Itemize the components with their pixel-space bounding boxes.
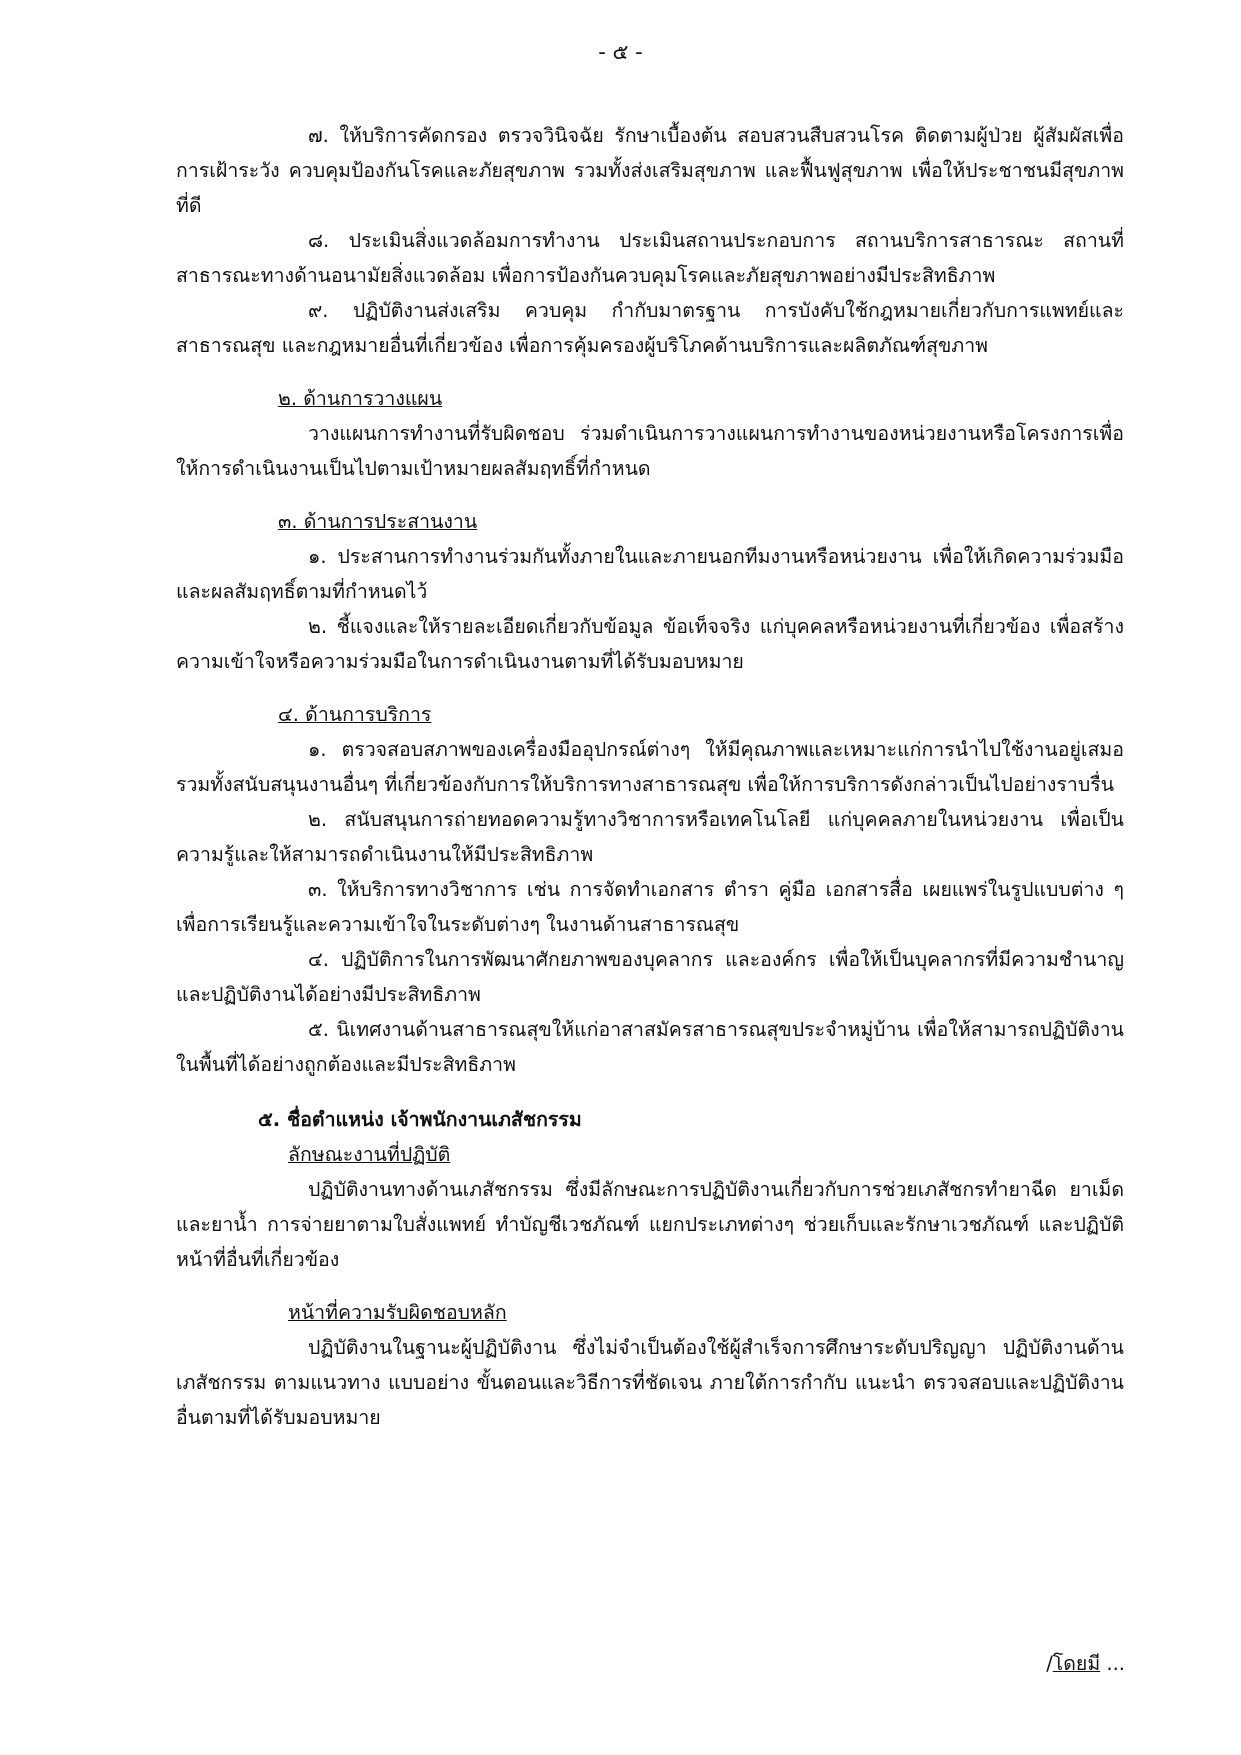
job-nature-paragraph: ปฏิบัติงานทางด้านเภสัชกรรม ซึ่งมีลักษณะการปฏิบัติงานเกี่ยวกับการช่วยเภสัชกรทำยาฉีด ยาเม็ดและยาน้ำ การจ่ายยาตามใบสั่งแพทย์ ทำบัญชีเวชภัณฑ์ แยกประเภทต่างๆ ช่วยเก็บและรักษาเวชภัณฑ์ และปฏิบัติหน้าที่อื่นที่เกี่ยวข้อง [176,1178,1124,1271]
coordination-item-2: ๒. ชี้แจงและให้รายละเอียดเกี่ยวกับข้อมูล ข้อเท็จจริง แก่บุคคลหรือหน่วยงานที่เกี่ยวข้อง เพื่อสร้างความเข้าใจหรือความร่วมมือในการดำเนินงานตามที่ได้รับมอบหมาย [176,615,1124,673]
coordination-item-1: ๑. ประสานการทำงานร่วมกันทั้งภายในและภายนอกทีมงานหรือหน่วยงาน เพื่อให้เกิดความร่วมมือและผลสัมฤทธิ์ตามที่กำหนดไว้ [176,545,1124,603]
section-heading-coordination [176,504,1124,539]
job-nature-heading-text: ลักษณะงานที่ปฏิบัติ [288,1143,451,1166]
job-nature-heading [176,1137,1124,1172]
paragraph-item-9: ๙. ปฏิบัติงานส่งเสริม ควบคุม กำกับมาตรฐาน การบังคับใช้กฎหมายเกี่ยวกับการแพทย์และสาธารณสุข และกฎหมายอื่นที่เกี่ยวข้อง เพื่อการคุ้มครองผู้บริโภคด้านบริการและผลิตภัณฑ์สุขภาพ [176,299,1124,357]
continuation-note [1046,1648,1125,1679]
page-number: - ๕ - [598,40,643,64]
service-item-5: ๕. นิเทศงานด้านสาธารณสุขให้แก่อาสาสมัครสาธารณสุขประจำหมู่บ้าน เพื่อให้สามารถปฏิบัติงานในพื้นที่ได้อย่างถูกต้องและมีประสิทธิภาพ [176,1018,1124,1076]
service-item-1: ๑. ตรวจสอบสภาพของเครื่องมืออุปกรณ์ต่างๆ ให้มีคุณภาพและเหมาะแก่การนำไปใช้งานอยู่เสมอ รวมทั้งสนับสนุนงานอื่นๆ ที่เกี่ยวข้องกับการให้บริการทางสาธารณสุข เพื่อให้การบริการดังกล่าวเป็นไปอย่างราบรื่น [176,738,1124,796]
service-item-3: ๓. ให้บริการทางวิชาการ เช่น การจัดทำเอกสาร ตำรา คู่มือ เอกสารสื่อ เผยแพร่ในรูปแบบต่าง ๆ เพื่อการเรียนรู้และความเข้าใจในระดับต่างๆ ในงานด้านสาธารณสุข [176,878,1124,936]
position-title-heading: ๕. ชื่อตำแหน่ง เจ้าพนักงานเภสัชกรรม [258,1108,582,1131]
continuation-suffix: ... [1100,1652,1125,1675]
section-heading-coordination-text: ๓. ด้านการประสานงาน [278,510,478,533]
service-item-4: ๔. ปฏิบัติการในการพัฒนาศักยภาพของบุคลากร และองค์กร เพื่อให้เป็นบุคลากรที่มีความชำนาญ และปฏิบัติงานได้อย่างมีประสิทธิภาพ [176,948,1124,1006]
continuation-prefix: / [1046,1652,1053,1675]
service-item-2: ๒. สนับสนุนการถ่ายทอดความรู้ทางวิชาการหรือเทคโนโลยี แก่บุคคลภายในหน่วยงาน เพื่อเป็นความรู้และให้สามารถดำเนินงานให้มีประสิทธิภาพ [176,808,1124,866]
section-heading-planning [176,381,1124,416]
paragraph-item-7: ๗. ให้บริการคัดกรอง ตรวจวินิจฉัย รักษาเบื้องต้น สอบสวนสืบสวนโรค ติดตามผู้ป่วย ผู้สัมผัสเพื่อการเฝ้าระวัง ควบคุมป้องกันโรคและภัยสุขภาพ รวมทั้งส่งเสริมสุขภาพ และฟื้นฟูสุขภาพ เพื่อให้ประชาชนมีสุขภาพที่ดี [176,124,1124,217]
continuation-word: โดยมี [1052,1652,1101,1675]
planning-paragraph: วางแผนการทำงานที่รับผิดชอบ ร่วมดำเนินการวางแผนการทำงานของหน่วยงานหรือโครงการเพื่อให้การดำเนินงานเป็นไปตามเป้าหมายผลสัมฤทธิ์ที่กำหนด [176,422,1124,480]
section-heading-service [176,697,1124,732]
section-heading-service-text: ๔. ด้านการบริการ [278,703,432,726]
duties-heading-text: หน้าที่ความรับผิดชอบหลัก [288,1301,507,1324]
paragraph-item-8: ๘. ประเมินสิ่งแวดล้อมการทำงาน ประเมินสถานประกอบการ สถานบริการสาธารณะ สถานที่สาธารณะทางด้านอนามัยสิ่งแวดล้อม เพื่อการป้องกันควบคุมโรคและภัยสุขภาพอย่างมีประสิทธิภาพ [176,229,1124,287]
document-body [176,118,1124,1435]
duties-heading [176,1295,1124,1330]
section-heading-planning-text: ๒. ด้านการวางแผน [278,387,443,410]
duties-paragraph: ปฏิบัติงานในฐานะผู้ปฏิบัติงาน ซึ่งไม่จำเป็นต้องใช้ผู้สำเร็จการศึกษาระดับปริญญา ปฏิบัติงานด้านเภสัชกรรม ตามแนวทาง แบบอย่าง ขั้นตอนและวิธีการที่ชัดเจน ภายใต้การกำกับ แนะนำ ตรวจสอบและปฏิบัติงานอื่นตามที่ได้รับมอบหมาย [176,1336,1124,1429]
